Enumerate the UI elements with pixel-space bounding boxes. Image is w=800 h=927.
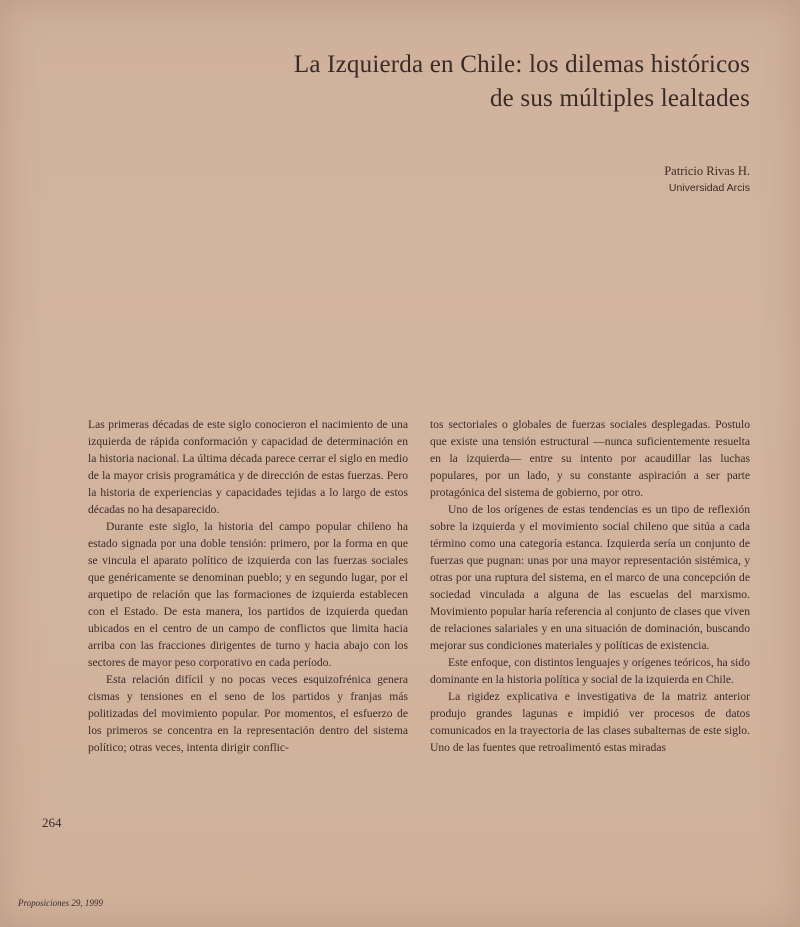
author-affiliation: Universidad Arcis (668, 182, 750, 194)
body-paragraph: Durante este siglo, la historia del campo popular chileno ha estado signada por una doble tensión: primero, por la forma en que se vincula el aparato político de izquierda con las fuerzas sociales que genéricamente se denominan pueblo; y en segundo lugar, por el arquetipo de relación que las formaciones de izquierda establecen con el Estado. De esta manera, los partidos de izquierda quedan ubicados en el centro de un campo de conflictos que limita hacia arriba con las fracciones dirigentes de turno y hacia abajo con los sectores de mayor peso corporativo en cada período. (88, 520, 408, 669)
article-title-line-2: de sus múltiples lealtades (489, 85, 750, 112)
body-paragraph: Las primeras décadas de este siglo conocieron el nacimiento de una izquierda de rápida conformación y capacidad de determinación en la historia nacional. La última década parece cerrar el siglo en medio de la mayor crisis programática y de dirección de estas fuerzas. Pero la historia de experiencias y capacidades tejidas a lo largo de estos décadas no ha desaparecido. (88, 418, 408, 516)
author-name: Patricio Rivas H. (664, 164, 750, 178)
body-paragraph: La rigidez explicativa e investigativa de la matriz anterior produjo grandes lagunas e impidió ver procesos de datos comunicados en la trayectoria de las clases subalternas de este siglo. Uno de las fuentes que retroalimentó estas miradas (430, 690, 750, 754)
page-number: 264 (42, 815, 62, 830)
body-paragraph: Esta relación difícil y no pocas veces esquizofrénica genera cismas y tensiones en el seno de los partidos y franjas más politizadas del movimiento popular. Por momentos, el esfuerzo de los primeros se concentra en la representación dentro del sistema político; otras veces, intenta dirigir conflic- (88, 673, 408, 754)
body-paragraph: tos sectoriales o globales de fuerzas sociales desplegadas. Postulo que existe una tensión estructural —nunca suficientemente resuelta en la izquierda— entre su intento por acaudillar las luchas populares, por un lado, y su constante aspiración a ser parte protagónica del sistema de gobierno, por otro. (430, 418, 750, 499)
article-title (230, 48, 750, 116)
body-paragraph: Uno de los orígenes de estas tendencias es un tipo de reflexión sobre la izquierda y el movimiento social chileno que sitúa a cada término como una categoría estanca. Izquierda sería un conjunto de fuerzas que pugnan: unas por una mayor representación sistémica, y otras por una ruptura del sistema, en el marco de una concepción de sociedad vinculada a alguna de las escuelas del marxismo. Movimiento popular haría referencia al conjunto de clases que viven de relaciones salariales y en una situación de dominación, buscando mejorar sus condiciones materiales y políticas de existencia. (430, 503, 750, 652)
body-paragraph: Este enfoque, con distintos lenguajes y orígenes teóricos, ha sido dominante en la historia política y social de la izquierda en Chile. (430, 656, 750, 686)
journal-footer: Proposiciones 29, 1999 (18, 898, 103, 908)
body-column-left (88, 416, 408, 868)
article-title-line-1: La Izquierda en Chile: los dilemas históricos (293, 51, 750, 78)
body-column-right (430, 416, 750, 868)
